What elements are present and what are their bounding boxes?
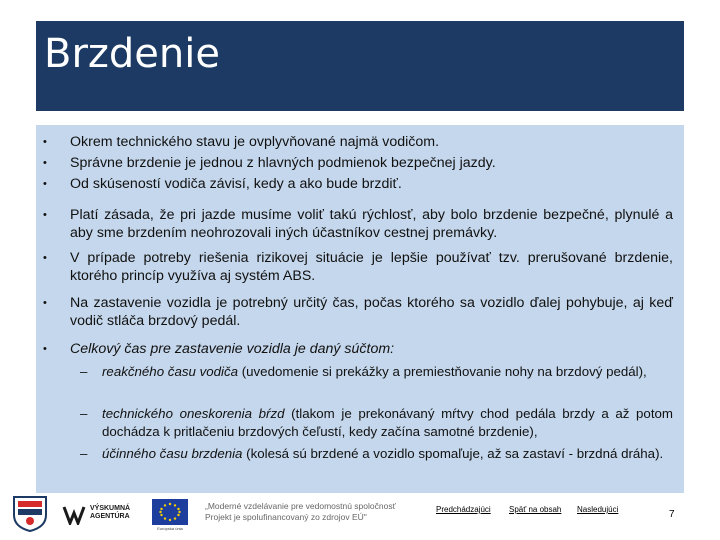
bullet-item <box>43 206 673 242</box>
eu-flag-icon <box>152 499 188 525</box>
bullet-item <box>43 294 673 330</box>
ministry-crest-logo <box>8 493 52 533</box>
bullet-text: V prípade potreby riešenia rizikovej situácie je lepšie používať tzv. prerušované brzdenie, ktorého princíp využíva aj systém ABS. <box>70 250 673 284</box>
bullet-marker: • <box>43 343 47 355</box>
slogan-line: Projekt je spolufinancovaný zo zdrojov EÚ" <box>205 512 367 522</box>
eu-caption: Európska únia <box>157 526 183 531</box>
sub-item <box>80 363 673 381</box>
sub-item-text: (tlakom je prekonávaný mŕtvy chod pedála brzdy a až potom dochádza k pritlačeniu brzdových čeľustí, kedy začína samotné brzdenie), <box>102 406 673 439</box>
slogan-line: „Moderné vzdelávanie pre vedomostnú spoločnosť <box>205 501 396 511</box>
research-agency-logo <box>62 503 142 529</box>
bullet-text: Od skúseností vodiča závisí, kedy a ako bude brzdiť. <box>70 176 402 192</box>
bullet-item <box>43 340 673 358</box>
bullet-text: Správne brzdenie je jednou z hlavných podmienok bezpečnej jazdy. <box>70 155 496 171</box>
slide-title: Brzdenie <box>44 31 220 77</box>
sub-item <box>80 405 673 441</box>
table-of-contents-link[interactable]: Späť na obsah <box>509 505 562 514</box>
dash-marker: – <box>80 446 88 461</box>
project-slogan <box>205 501 405 523</box>
bullet-marker: • <box>43 136 47 148</box>
bullet-text: Celkový čas pre zastavenie vozidla je daný súčtom: <box>70 341 395 357</box>
bullet-text: Platí zásada, že pri jazde musíme voliť takú rýchlosť, aby bolo brzdenie bezpečné, plynulé a aby sme brzdením neohrozovali iných účastníkov cestnej premávky. <box>70 207 673 241</box>
bullet-item <box>43 175 673 193</box>
bullet-marker: • <box>43 157 47 169</box>
sub-item-term: technického oneskorenia bŕzd <box>102 406 285 421</box>
bullet-item <box>43 154 673 172</box>
bullet-marker: • <box>43 209 47 221</box>
bullet-marker: • <box>43 178 47 190</box>
dash-marker: – <box>80 364 88 379</box>
bullet-item <box>43 133 673 151</box>
dash-marker: – <box>80 406 88 421</box>
sub-item-term: reakčného času vodiča <box>102 364 239 379</box>
bullet-text: Okrem technického stavu je ovplyvňované najmä vodičom. <box>70 134 440 150</box>
content-panel <box>36 125 684 493</box>
sub-item-text: (uvedomenie si prekážky a premiestňovanie nohy na brzdový pedál), <box>238 364 647 379</box>
prev-slide-link[interactable]: Predchádzajúci <box>436 505 491 514</box>
bullet-marker: • <box>43 252 47 264</box>
agency-logo-text: VÝSKUMNÁ AGENTÚRA <box>90 505 131 520</box>
sub-item-text: (kolesá sú brzdené a vozidlo spomaľuje, až sa zastaví - brzdná dráha). <box>242 446 664 461</box>
agency-mark-icon <box>62 505 86 525</box>
sub-item-term: účinného času brzdenia <box>102 446 243 461</box>
bullet-text: Na zastavenie vozidla je potrebný určitý čas, počas ktorého sa vozidlo ďalej pohybuje, aj keď vodič stláča brzdový pedál. <box>70 295 673 329</box>
footer <box>0 493 720 540</box>
bullet-marker: • <box>43 297 47 309</box>
sub-item <box>80 445 673 463</box>
eu-logo <box>152 499 188 533</box>
title-bar <box>36 21 684 111</box>
next-slide-link[interactable]: Nasledujúci <box>577 505 619 514</box>
bullet-item <box>43 249 673 285</box>
page-number: 7 <box>669 509 675 520</box>
